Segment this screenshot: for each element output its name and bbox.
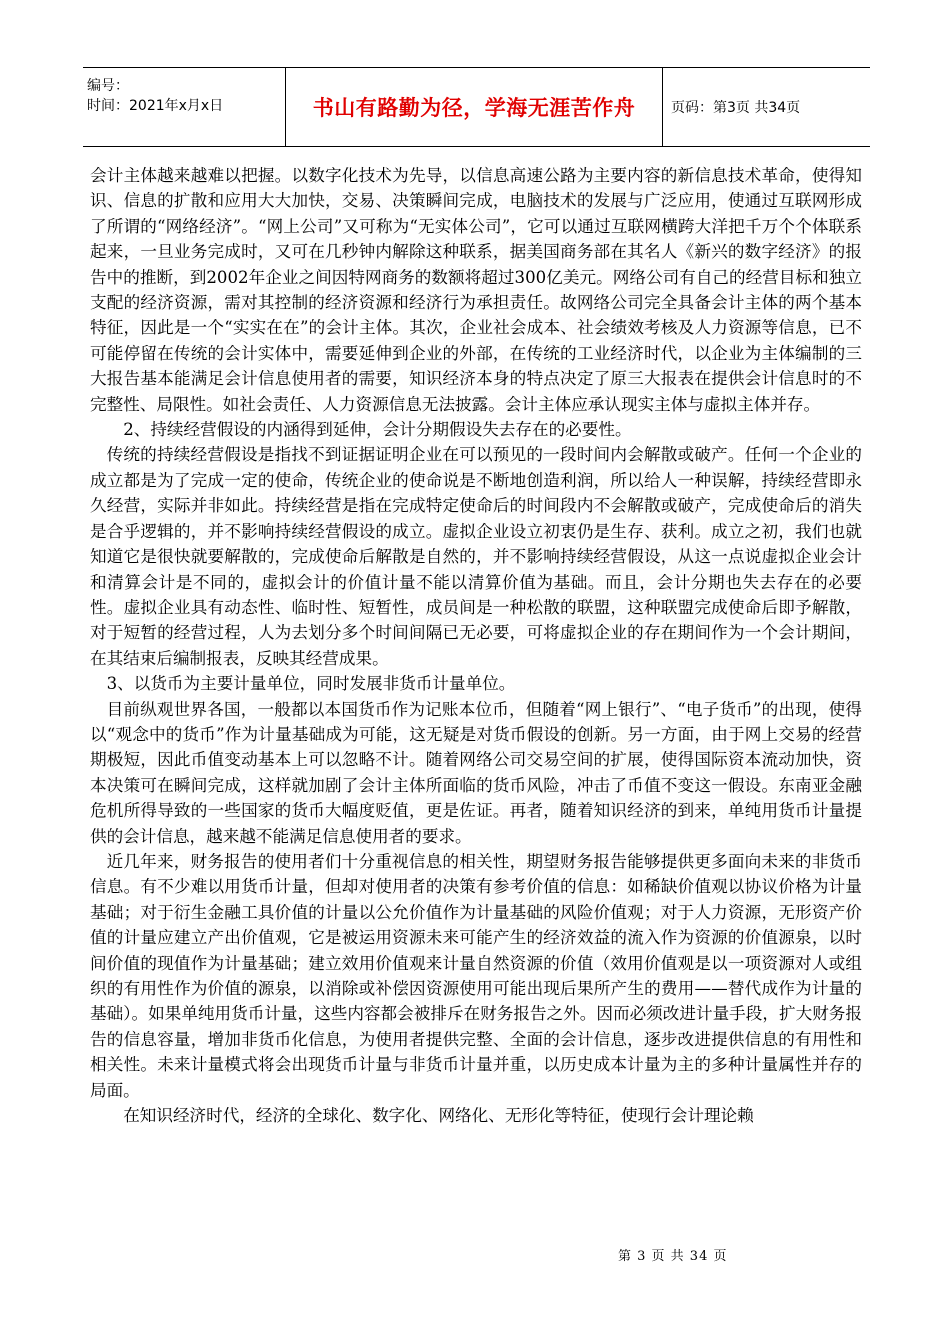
header-number-label: 编号： xyxy=(87,78,129,94)
section-heading-going-concern: 2、持续经营假设的内涵得到延伸，会计分期假设失去存在的必要性。 xyxy=(123,420,632,440)
header-date-label: 时间：2021年x月x日 xyxy=(87,98,224,114)
header-page-info: 页码：第3页 共34页 xyxy=(671,100,801,116)
page-header xyxy=(83,67,870,147)
paragraph-currency: 目前纵观世界各国，一般都以本国货币作为记账本位币，但随着“网上银行”、“电子货币”的出现，使得以“观念中的货币”作为计量基础成为可能，这无疑是对货币假设的创新。另一方面，由于网上交易的经营期极短，因此币值变动基本上可以忽略不计。随着网络公司交易空间的扩展，使得国际资本流动加快，资本决策可在瞬间完成，这样就加剧了会计主体所面临的货币风险，冲击了币值不变这一假设。东南亚金融危机所得导致的一些国家的货币大幅度贬值，更是佐证。再者，随着知识经济的到来，单纯用货币计量提供的会计信息，越来越不能满足信息使用者的要求。 xyxy=(90,699,862,846)
paragraph-going-concern: 传统的持续经营假设是指找不到证据证明企业在可以预见的一段时间内会解散或破产。任何一个企业的成立都是为了完成一定的使命，传统企业的使命说是不断地创造利润，所以给人一种误解，持续经营即永久经营，实际并非如此。持续经营是指在完成特定使命后的时间段内不会解散或破产，完成使命后的消失是合乎逻辑的，并不影响持续经营假设的成立。虚拟企业设立初衷仍是生存、获利。成立之初，我们也就知道它是很快就要解散的，完成使命后解散是自然的，并不影响持续经营假设，从这一点说虚拟企业会计和清算会计是不同的，虚拟会计的价值计量不能以清算价值为基础。而且，会计分期也失去存在的必要性。虚拟企业具有动态性、临时性、短暂性，成员间是一种松散的联盟，这种联盟完成使命后即予解散，对于短暂的经营过程，人为去划分多个时间间隔已无必要，可将虚拟企业的存在期间作为一个会计期间，在其结束后编制报表，反映其经营成果。 xyxy=(90,445,862,668)
header-meta xyxy=(83,68,286,146)
paragraph-accounting-entity: 会计主体越来越难以把握。以数字化技术为先导，以信息高速公路为主要内容的新信息技术革命，使得知识、信息的扩散和应用大大加快，交易、决策瞬间完成，电脑技术的发展与广泛应用，使通过互联网形成了所谓的“网络经济”。“网上公司”又可称为“无实体公司”，它可以通过互联网横跨大洋把千万个个体联系起来，一旦业务完成时，又可在几秒钟内解除这种联系，据美国商务部在其名人《新兴的数字经济》的报告中的推断，到2002年企业之间因特网商务的数额将超过300亿美元。网络公司有自己的经营目标和独立支配的经济资源，需对其控制的经济资源和经济行为承担责任。故网络公司完全具备会计主体的两个基本特征，因此是一个“实实在在”的会计主体。其次，企业社会成本、社会绩效考核及人力资源等信息，已不可能停留在传统的会计实体中，需要延伸到企业的外部，在传统的工业经济时代，以企业为主体编制的三大报告基本能满足会计信息使用者的需要，知识经济本身的特点决定了原三大报表在提供会计信息时的不完整性、局限性。如社会责任、人力资源信息无法披露。会计主体应承认现实主体与虚拟主体并存。 xyxy=(90,166,862,414)
paragraph-knowledge-economy: 在知识经济时代，经济的全球化、数字化、网络化、无形化等特征，使现行会计理论赖 xyxy=(123,1106,754,1126)
page-footer: 第 3 页 共 34 页 xyxy=(618,1249,728,1264)
document-body xyxy=(90,163,862,1128)
section-heading-monetary-unit: 3、以货币为主要计量单位，同时发展非货币计量单位。 xyxy=(106,674,516,694)
header-motto: 书山有路勤为径，学海无涯苦作舟 xyxy=(286,68,663,146)
paragraph-non-monetary-info: 近几年来，财务报告的使用者们十分重视信息的相关性，期望财务报告能够提供更多面向未来的非货币信息。有不少难以用货币计量，但却对使用者的决策有参考价值的信息：如稀缺价值观以协议价格为计量基础；对于衍生金融工具价值的计量以公允价值作为计量基础的风险价值观；对于人力资源，无形资产价值的计量应建立产出价值观，它是被运用资源未来可能产生的经济效益的流入作为资源的价值源泉，以时间价值的现值作为计量基础；建立效用价值观来计量自然资源的价值（效用价值观是以一项资源对人或组织的有用性作为价值的源泉，以消除或补偿因资源使用可能出现后果所产生的费用——替代成作为计量的基础）。如果单纯用货币计量，这些内容都会被排斥在财务报告之外。因而必须改进计量手段，扩大财务报告的信息容量，增加非货币化信息，为使用者提供完整、全面的会计信息，逐步改进提供信息的有用性和相关性。未来计量模式将会出现货币计量与非货币计量并重，以历史成本计量为主的多种计量属性并存的局面。 xyxy=(90,851,862,1100)
